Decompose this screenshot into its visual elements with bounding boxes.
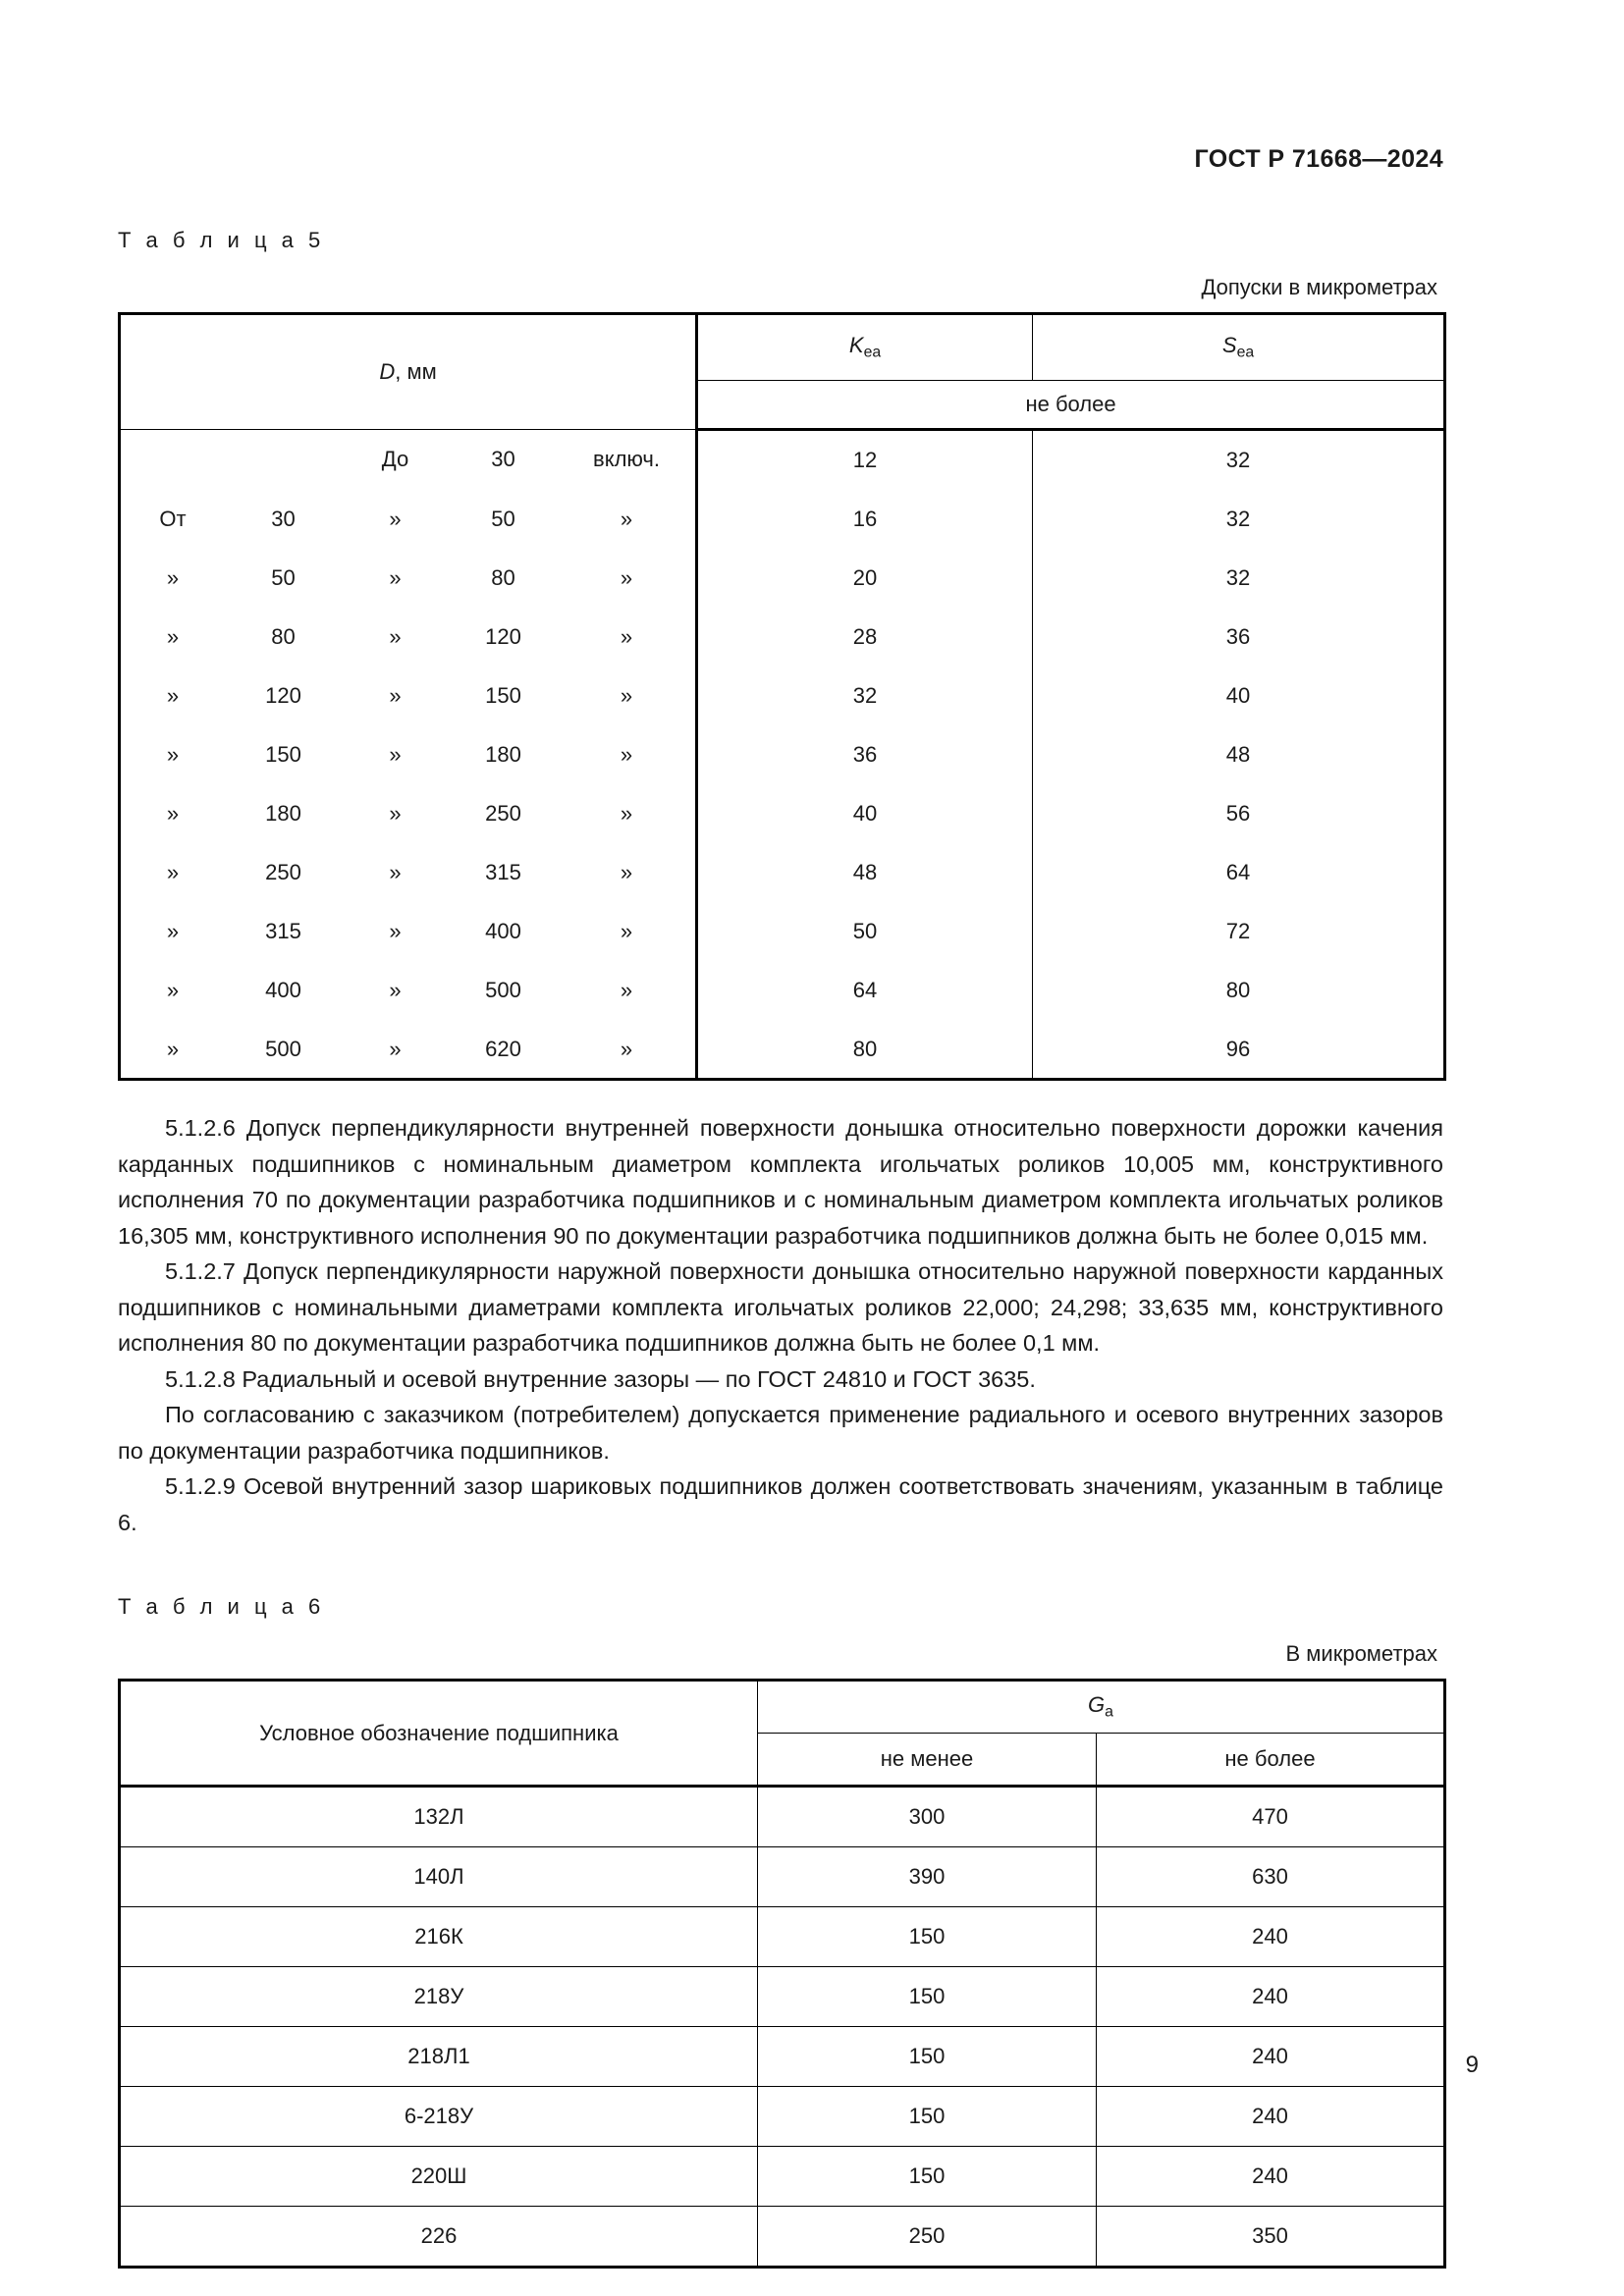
table5-inclusive: »: [620, 682, 633, 708]
table6-min-value: 250: [758, 2207, 1097, 2268]
table6-header-row-1: [120, 1681, 1445, 1734]
table-row: [120, 608, 1445, 667]
table5-inclusive: »: [620, 859, 633, 884]
table5-from-word: От: [120, 490, 226, 549]
table5-to-value: 250: [485, 800, 521, 826]
table5-to-value: 180: [485, 741, 521, 767]
table-row: [120, 549, 1445, 608]
table5-header-limit: не более: [697, 381, 1445, 430]
table5-sea-value: 32: [1033, 490, 1445, 549]
table5-from-word: »: [120, 902, 226, 961]
table5-to-word: »: [389, 564, 402, 590]
table6-max-value: 350: [1097, 2207, 1445, 2268]
table5-from-word: »: [120, 725, 226, 784]
table5-to-word: »: [389, 859, 402, 884]
table5-kea-value: 50: [697, 902, 1033, 961]
table5-to-value: 400: [485, 918, 521, 943]
table5-to-word: »: [389, 800, 402, 826]
table6-max-value: 240: [1097, 1907, 1445, 1967]
table5-to-word: »: [389, 623, 402, 649]
table6-caption: Т а б л и ц а 6: [118, 1594, 325, 1619]
table6-min-value: 150: [758, 2087, 1097, 2147]
table5-from-value: 150: [265, 741, 301, 767]
table6-min-value: 300: [758, 1787, 1097, 1847]
table-row: [120, 902, 1445, 961]
table5-kea-value: 12: [697, 430, 1033, 490]
table5-to-word: »: [389, 977, 402, 1002]
table5-from-word: »: [120, 549, 226, 608]
table5-from-value: 30: [271, 506, 296, 531]
table5-to-value: 30: [491, 447, 515, 471]
table6-designation: 218Л1: [120, 2027, 758, 2087]
table5-to-word: »: [389, 741, 402, 767]
table5-inclusive: »: [620, 564, 633, 590]
table5-from-value: 500: [226, 1020, 342, 1080]
table-row: [120, 725, 1445, 784]
table5-inclusive: »: [620, 623, 633, 649]
table5-kea-value: 40: [697, 784, 1033, 843]
table5-units-note: Допуски в микрометрах: [1201, 275, 1437, 299]
table5-from-value: 250: [265, 859, 301, 884]
paragraph-5-1-2-9: 5.1.2.9 Осевой внутренний зазор шариковых подшипников должен соответствовать значениям, указанным в таблице 6.: [118, 1473, 1443, 1535]
table5-kea-value: 20: [697, 549, 1033, 608]
table6-ga-symbol: [1088, 1692, 1113, 1721]
table6-min-value: 150: [758, 1907, 1097, 1967]
table6-max-value: 470: [1097, 1787, 1445, 1847]
table-row: [120, 1907, 1445, 1967]
page-content: [118, 0, 1443, 2269]
table6-header-max: не более: [1097, 1734, 1445, 1787]
table5-sea-value: 32: [1033, 430, 1445, 490]
table5-caption: Т а б л и ц а 5: [118, 228, 325, 252]
table6-designation: 140Л: [120, 1847, 758, 1907]
table5-to-word: »: [342, 1020, 450, 1080]
table6-max-value: 240: [1097, 1967, 1445, 2027]
table-row: [120, 430, 1445, 490]
table6-header-ga: [758, 1681, 1445, 1734]
table5-header-sea: [1033, 314, 1445, 381]
table5-sea-value: 64: [1033, 843, 1445, 902]
table6-header-designation: Условное обозначение подшипника: [120, 1681, 758, 1787]
table5-sea-letter: S: [1221, 333, 1237, 358]
table5-sea-value: 80: [1033, 961, 1445, 1020]
table6-max-value: 240: [1097, 2087, 1445, 2147]
table5-sea-value: 32: [1033, 549, 1445, 608]
table5-to-word: До: [381, 447, 409, 471]
table-row: [120, 2207, 1445, 2268]
table-row: [120, 490, 1445, 549]
table6-min-value: 150: [758, 2027, 1097, 2087]
body-text-block: [118, 1110, 1443, 1540]
table5-inclusive: »: [620, 741, 633, 767]
table5-to-value: 620: [450, 1020, 558, 1080]
table6-ga-subscript: a: [1105, 1703, 1113, 1721]
table-row: [120, 667, 1445, 725]
table5-from-word: »: [120, 667, 226, 725]
table6-designation: 218У: [120, 1967, 758, 2027]
table6-min-value: 150: [758, 2147, 1097, 2207]
table5-to-value: 150: [485, 682, 521, 708]
table5-header-d: [120, 314, 697, 430]
document-standard-header: ГОСТ Р 71668—2024: [1194, 145, 1443, 173]
table5-from-value: 50: [271, 564, 296, 590]
table5-from-word: [120, 430, 226, 490]
table-row: [120, 961, 1445, 1020]
table5-header-kea: [697, 314, 1033, 381]
table5-to-word: »: [389, 506, 402, 531]
table5-from-word: »: [120, 784, 226, 843]
table5-sea-subscript: ea: [1236, 344, 1255, 361]
table5-kea-value: 16: [697, 490, 1033, 549]
table5-from-value: 180: [265, 800, 301, 826]
table-row: [120, 784, 1445, 843]
table5-sea-value: 40: [1033, 667, 1445, 725]
table5: [118, 312, 1446, 1081]
table6-units-note: В микрометрах: [1285, 1641, 1437, 1666]
table5-sea-value: 36: [1033, 608, 1445, 667]
table6-designation: 220Ш: [120, 2147, 758, 2207]
table5-inclusive: включ.: [593, 447, 661, 471]
paragraph-5-1-2-7: 5.1.2.7 Допуск перпендикулярности наружной поверхности донышка относительно наружной поверхности карданных подшипников с номинальными диаметрами комплекта игольчатых роликов 22,000; 24,298; 33,635 мм, конструктивного исполнения 80 по документации разработчика подшипников должна быть не более 0,1 мм.: [118, 1258, 1443, 1356]
table5-to-value: 80: [491, 564, 515, 590]
table5-from-value: 80: [271, 623, 296, 649]
table5-header-row-1: [120, 314, 1445, 381]
table5-sea-symbol: [1221, 333, 1255, 361]
table5-kea-value: 28: [697, 608, 1033, 667]
table5-kea-value: 64: [697, 961, 1033, 1020]
table5-sea-value: 96: [1033, 1020, 1445, 1080]
page-number: 9: [1465, 2052, 1479, 2078]
table5-to-value: 315: [485, 859, 521, 884]
table6-designation: 132Л: [120, 1787, 758, 1847]
table-row: [120, 2087, 1445, 2147]
table5-inclusive: »: [558, 1020, 697, 1080]
table5-kea-letter: K: [848, 333, 864, 358]
table-row: [120, 2027, 1445, 2087]
table6-max-value: 240: [1097, 2147, 1445, 2207]
table6-designation: 6-218У: [120, 2087, 758, 2147]
table6: [118, 1679, 1446, 2269]
table5-d-units: , мм: [395, 359, 437, 384]
table6-min-value: 390: [758, 1847, 1097, 1907]
table5-kea-value: 36: [697, 725, 1033, 784]
table5-inclusive: »: [620, 506, 633, 531]
table5-from-word: »: [120, 961, 226, 1020]
table-row: [120, 2147, 1445, 2207]
table6-designation: 226: [120, 2207, 758, 2268]
paragraph-5-1-2-8: 5.1.2.8 Радиальный и осевой внутренние зазоры — по ГОСТ 24810 и ГОСТ 3635.: [165, 1365, 1036, 1392]
paragraph-agreement: По согласованию с заказчиком (потребителем) допускается применение радиального и осевого внутренних зазоров по документации разработчика подшипников.: [118, 1402, 1443, 1464]
table5-sea-value: 56: [1033, 784, 1445, 843]
table-row: [120, 1020, 1445, 1080]
table5-from-value: 315: [265, 918, 301, 943]
table5-kea-value: 32: [697, 667, 1033, 725]
table6-ga-letter: G: [1088, 1692, 1106, 1718]
table5-d-symbol: D: [379, 359, 396, 384]
table5-from-value: [226, 430, 342, 490]
table5-to-value: 50: [491, 506, 515, 531]
table5-to-value: 120: [485, 623, 521, 649]
table5-from-value: 400: [265, 977, 301, 1002]
paragraph-5-1-2-6: 5.1.2.6 Допуск перпендикулярности внутренней поверхности донышка относительно поверхности дорожки качения карданных подшипников с номинальным диаметром комплекта игольчатых роликов 10,005 мм, конструктивного исполнения 70 по документации разработчика подшипников и с номинальным диаметром комплекта игольчатых роликов 16,305 мм, конструктивного исполнения 90 по документации разработчика подшипников должна быть не более 0,015 мм.: [118, 1115, 1443, 1249]
table5-to-word: »: [389, 918, 402, 943]
table5-to-word: »: [389, 682, 402, 708]
table5-from-word: »: [120, 1020, 226, 1080]
table-row: [120, 1847, 1445, 1907]
table6-header-min: не менее: [758, 1734, 1097, 1787]
table6-max-value: 630: [1097, 1847, 1445, 1907]
table5-sea-value: 48: [1033, 725, 1445, 784]
table5-kea-value: 80: [697, 1020, 1033, 1080]
table5-inclusive: »: [620, 977, 633, 1002]
table5-inclusive: »: [620, 800, 633, 826]
table5-to-value: 500: [485, 977, 521, 1002]
table6-max-value: 240: [1097, 2027, 1445, 2087]
table-row: [120, 1787, 1445, 1847]
table5-sea-value: 72: [1033, 902, 1445, 961]
table-row: [120, 843, 1445, 902]
table5-from-word: »: [120, 608, 226, 667]
table-row: [120, 1967, 1445, 2027]
table5-kea-symbol: [848, 333, 882, 361]
table5-inclusive: »: [620, 918, 633, 943]
table5-from-word: »: [120, 843, 226, 902]
table6-min-value: 150: [758, 1967, 1097, 2027]
table5-kea-value: 48: [697, 843, 1033, 902]
table5-from-value: 120: [265, 682, 301, 708]
table5-kea-subscript: ea: [863, 344, 882, 361]
table6-designation: 216К: [120, 1907, 758, 1967]
